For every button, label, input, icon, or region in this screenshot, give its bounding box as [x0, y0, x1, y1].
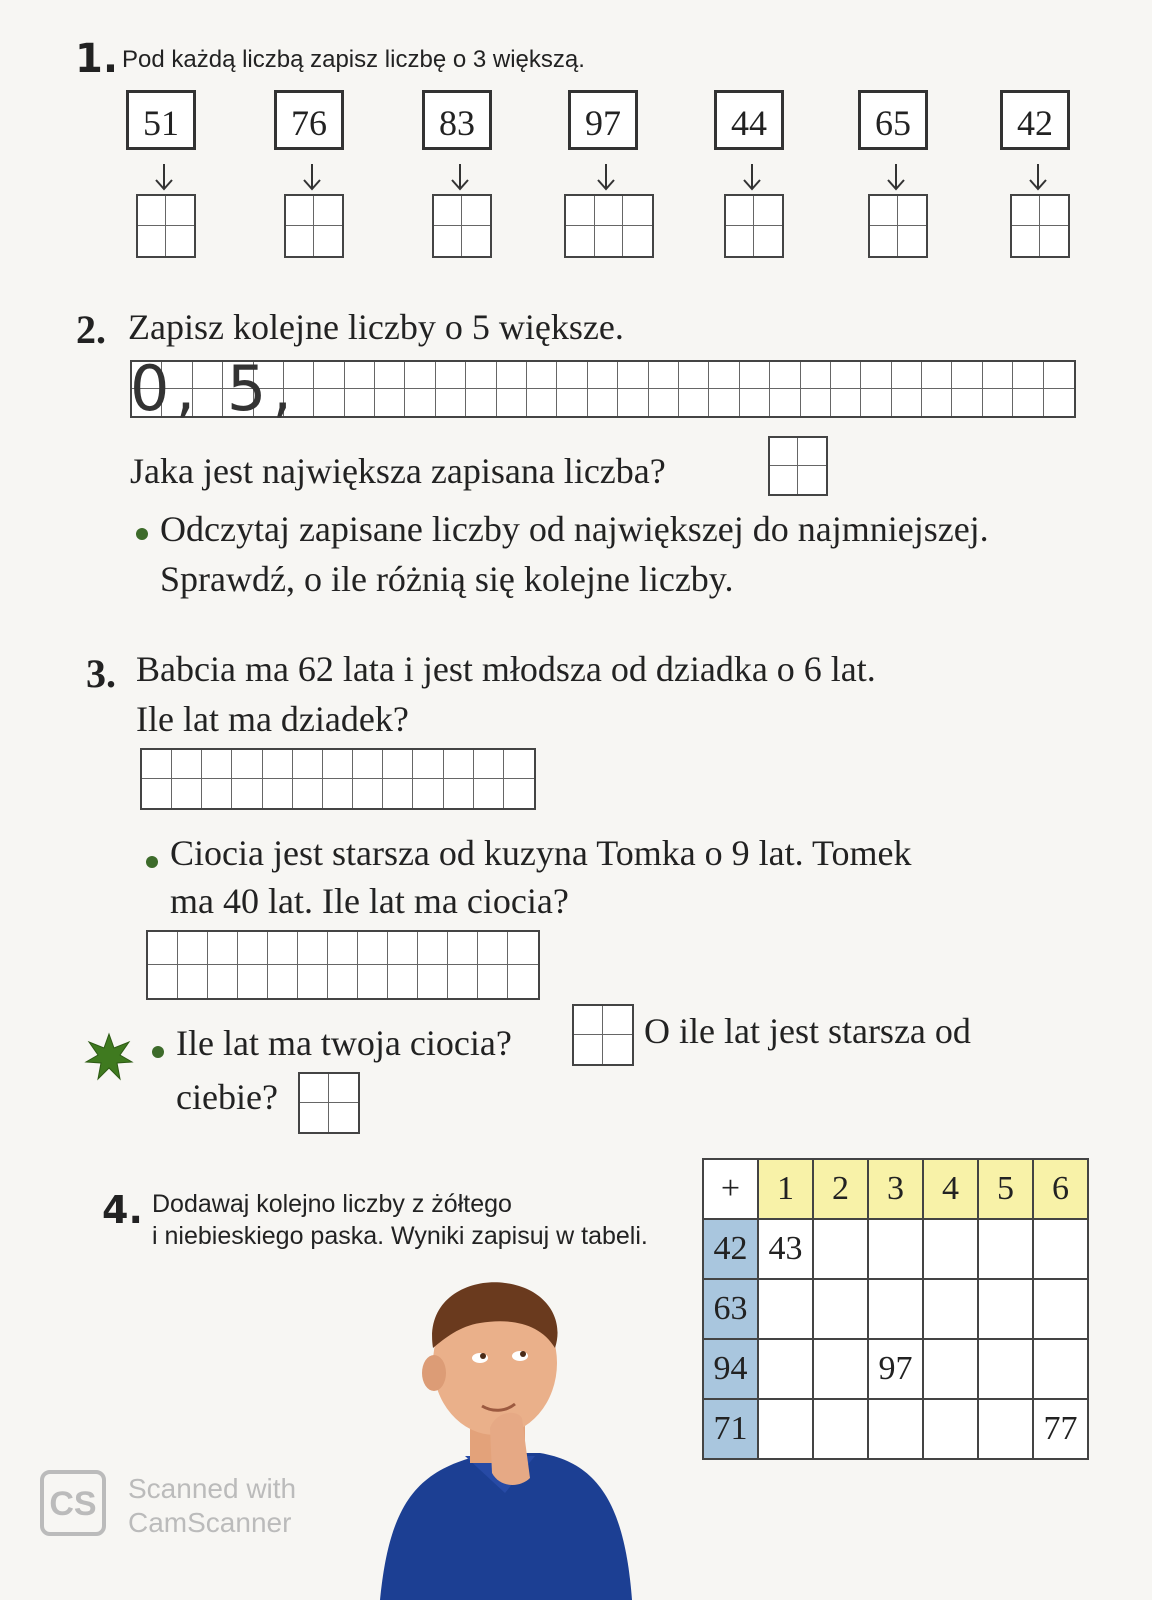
table-cell[interactable] — [758, 1339, 813, 1399]
arrow-down-icon — [300, 162, 324, 192]
table-cell[interactable] — [868, 1399, 923, 1459]
answer-grid-ciocia[interactable] — [146, 930, 540, 1000]
answer-box[interactable] — [1010, 194, 1070, 258]
task1-number: 1. — [75, 36, 119, 82]
yellow-header-cell: 2 — [813, 1159, 868, 1219]
task2-instruction: Zapisz kolejne liczby o 5 większe. — [128, 307, 624, 347]
arrow-down-icon — [1026, 162, 1050, 192]
arrow-down-icon — [152, 162, 176, 192]
yellow-header-cell: 6 — [1033, 1159, 1088, 1219]
addition-table — [702, 1158, 1089, 1460]
bullet-icon — [152, 1046, 164, 1058]
arrow-down-icon — [740, 162, 764, 192]
bullet-icon — [146, 856, 158, 868]
table-corner: + — [703, 1159, 758, 1219]
source-number-box: 44 — [714, 90, 784, 150]
yellow-header-cell: 3 — [868, 1159, 923, 1219]
answer-box[interactable] — [284, 194, 344, 258]
table-cell[interactable]: 77 — [1033, 1399, 1088, 1459]
answer-box[interactable] — [136, 194, 196, 258]
yellow-header-cell: 5 — [978, 1159, 1033, 1219]
task2-question: Jaka jest największa zapisana liczba? — [130, 451, 666, 491]
table-cell[interactable] — [978, 1399, 1033, 1459]
task3-number: 3. — [86, 651, 116, 696]
table-cell[interactable] — [1033, 1279, 1088, 1339]
table-cell[interactable] — [868, 1219, 923, 1279]
watermark-line2: CamScanner — [128, 1507, 292, 1538]
task4-line1: Dodawaj kolejno liczby z żółtego — [152, 1190, 512, 1218]
yellow-header-cell: 4 — [923, 1159, 978, 1219]
answer-grid-dziadek[interactable] — [140, 748, 536, 810]
task3-bullet1-line2: ma 40 lat. Ile lat ma ciocia? — [170, 881, 569, 921]
table-cell[interactable] — [923, 1219, 978, 1279]
bullet-icon — [136, 528, 148, 540]
task1-instruction: Pod każdą liczbą zapisz liczbę o 3 większą. — [122, 46, 585, 73]
table-cell[interactable] — [1033, 1339, 1088, 1399]
source-number-box: 65 — [858, 90, 928, 150]
source-number-box: 76 — [274, 90, 344, 150]
task3-line2: Ile lat ma dziadek? — [136, 699, 409, 739]
table-cell[interactable] — [813, 1339, 868, 1399]
task3-bullet2-part1: Ile lat ma twoja ciocia? — [176, 1023, 512, 1063]
arrow-down-icon — [448, 162, 472, 192]
table-cell[interactable] — [813, 1279, 868, 1339]
arrow-down-icon — [884, 162, 908, 192]
source-number-box: 83 — [422, 90, 492, 150]
task1-column — [568, 90, 648, 150]
task3-bullet2-line2: ciebie? — [176, 1077, 278, 1117]
watermark-line1: Scanned with — [128, 1473, 297, 1504]
task2-bullet-line2: Sprawdź, o ile różnią się kolejne liczby. — [160, 559, 734, 599]
task1-column — [1000, 90, 1080, 150]
blue-header-cell: 71 — [703, 1399, 758, 1459]
task3-bullet2-part2: O ile lat jest starsza od — [644, 1011, 971, 1051]
answer-box-twoja-ciocia[interactable] — [572, 1004, 634, 1066]
task3-line1: Babcia ma 62 lata i jest młodsza od dziadka o 6 lat. — [136, 649, 876, 689]
task1-column — [858, 90, 938, 150]
table-cell[interactable] — [868, 1279, 923, 1339]
table-cell[interactable] — [923, 1279, 978, 1339]
table-cell[interactable] — [758, 1399, 813, 1459]
answer-box-largest[interactable] — [768, 436, 828, 496]
task1-column — [274, 90, 354, 150]
table-cell[interactable]: 97 — [868, 1339, 923, 1399]
task2-bullet-line1: Odczytaj zapisane liczby od największej do najmniejszej. — [160, 509, 989, 549]
task4-number: 4. — [102, 1188, 143, 1232]
answer-box[interactable] — [432, 194, 492, 258]
task1-column — [714, 90, 794, 150]
source-number-box: 51 — [126, 90, 196, 150]
blue-header-cell: 42 — [703, 1219, 758, 1279]
handwritten-start: 0, 5, — [130, 352, 299, 425]
blue-header-cell: 63 — [703, 1279, 758, 1339]
yellow-header-cell: 1 — [758, 1159, 813, 1219]
table-cell[interactable] — [758, 1279, 813, 1339]
task3-bullet1-line1: Ciocia jest starsza od kuzyna Tomka o 9 lat. Tomek — [170, 833, 912, 873]
table-cell[interactable] — [1033, 1219, 1088, 1279]
task1-column — [422, 90, 502, 150]
source-number-box: 42 — [1000, 90, 1070, 150]
table-cell[interactable] — [978, 1339, 1033, 1399]
blue-header-cell: 94 — [703, 1339, 758, 1399]
table-cell[interactable] — [923, 1399, 978, 1459]
task4-line2: i niebieskiego paska. Wyniki zapisuj w tabeli. — [152, 1222, 648, 1250]
answer-box[interactable] — [564, 194, 654, 258]
answer-box-difference[interactable] — [298, 1072, 360, 1134]
table-cell[interactable]: 43 — [758, 1219, 813, 1279]
table-cell[interactable] — [813, 1219, 868, 1279]
camscanner-logo: CS — [40, 1470, 106, 1536]
table-cell[interactable] — [978, 1279, 1033, 1339]
table-cell[interactable] — [813, 1399, 868, 1459]
answer-box[interactable] — [868, 194, 928, 258]
boy-illustration — [370, 1278, 640, 1600]
answer-box[interactable] — [724, 194, 784, 258]
arrow-down-icon — [594, 162, 618, 192]
source-number-box: 97 — [568, 90, 638, 150]
task1-column — [126, 90, 206, 150]
star-icon — [84, 1032, 134, 1082]
table-cell[interactable] — [978, 1219, 1033, 1279]
task2-number: 2. — [76, 307, 106, 352]
table-cell[interactable] — [923, 1339, 978, 1399]
